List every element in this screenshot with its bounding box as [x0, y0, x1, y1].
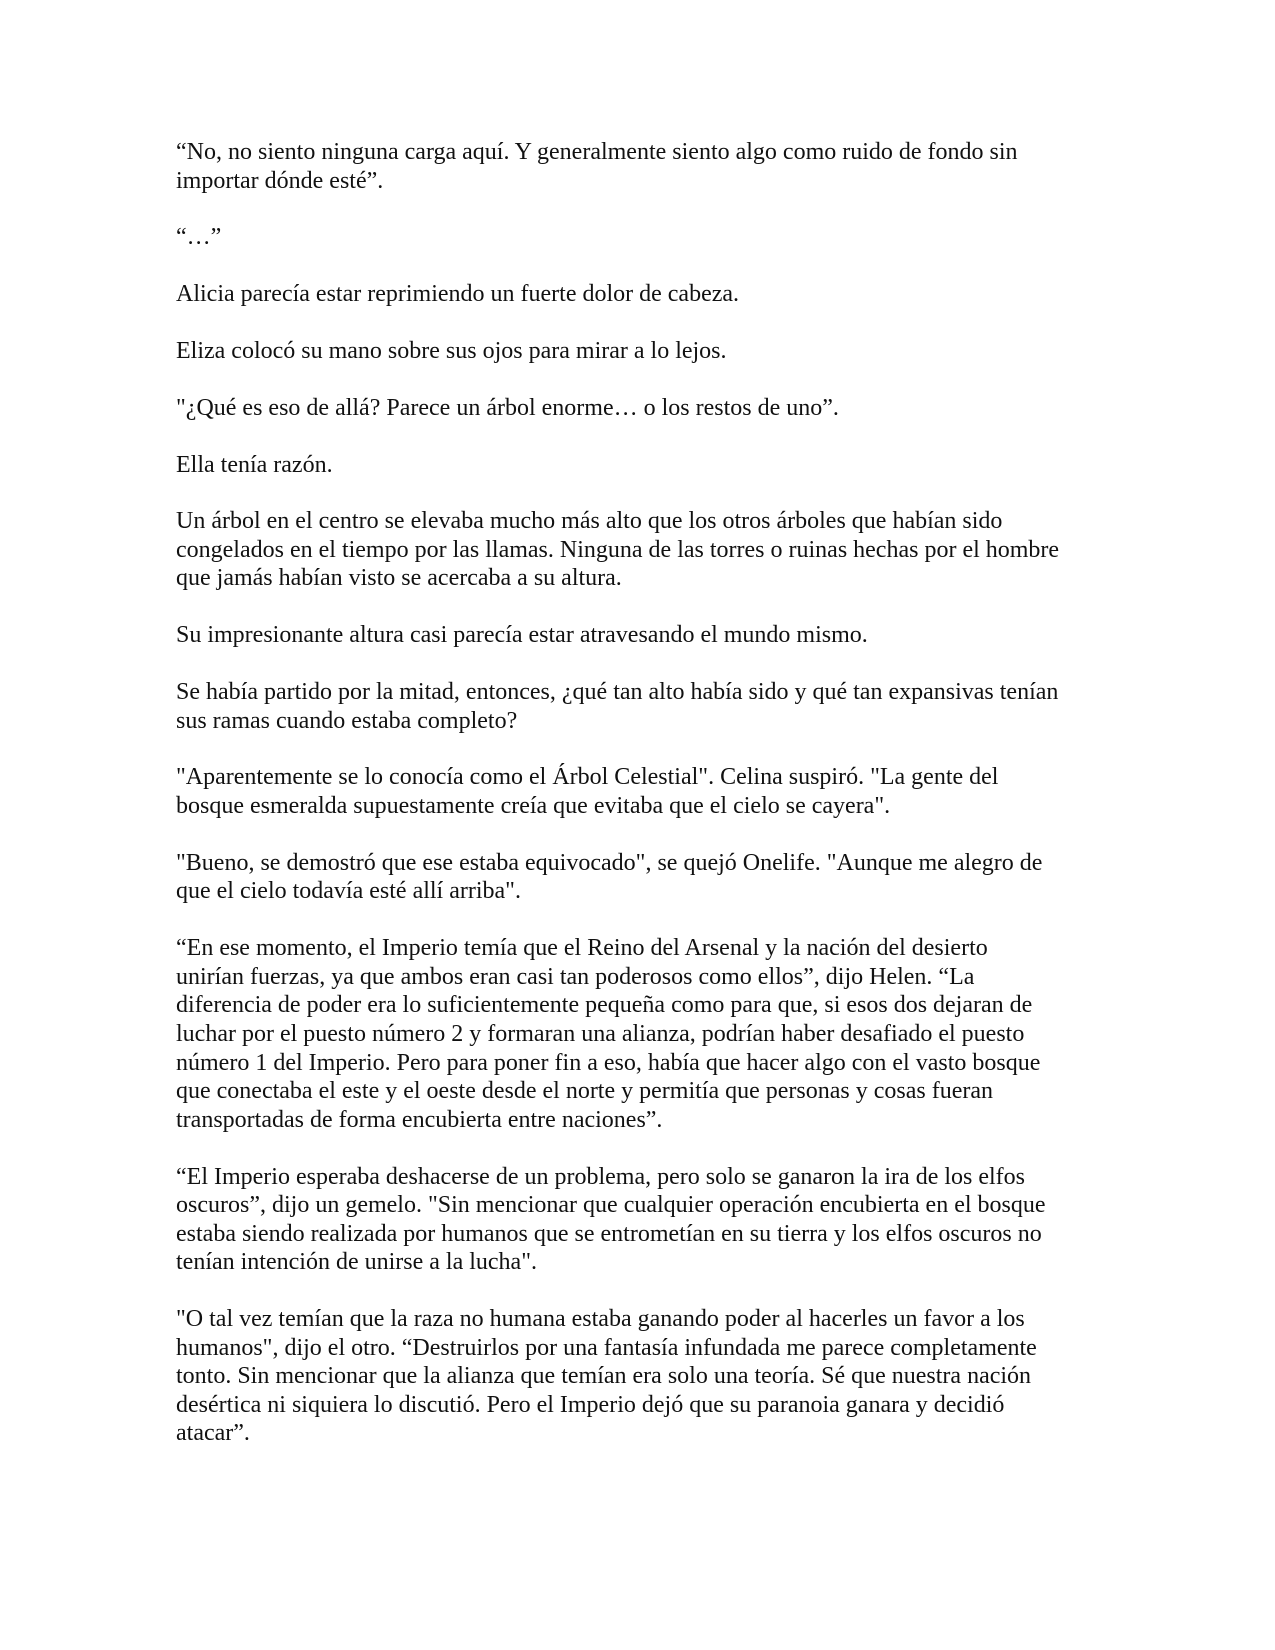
paragraph-5: "¿Qué es eso de allá? Parece un árbol enorme… o los restos de uno”.: [176, 394, 839, 421]
paragraph-3: Alicia parecía estar reprimiendo un fuerte dolor de cabeza.: [176, 281, 740, 308]
paragraph-9: Se había partido por la mitad, entonces, ¿qué tan alto había sido y qué tan expansivas tenían sus ramas cuando estaba completo?: [176, 679, 1059, 734]
paragraph-10: "Aparentemente se lo conocía como el Árbol Celestial". Celina suspiró. "La gente del bosque esmeralda supuestamente creía que evitaba que el cielo se cayera".: [176, 764, 999, 819]
paragraph-4: Eliza colocó su mano sobre sus ojos para mirar a lo lejos.: [176, 337, 727, 364]
paragraph-8: Su impresionante altura casi parecía estar atravesando el mundo mismo.: [176, 622, 868, 649]
paragraph-6: Ella tenía razón.: [176, 451, 333, 478]
paragraph-7: Un árbol en el centro se elevaba mucho más alto que los otros árboles que habían sido congelados en el tiempo por las llamas. Ninguna de las torres o ruinas hechas por el hombre que jamás habían visto se acercaba a su altura.: [176, 508, 1060, 592]
paragraph-12: “En ese momento, el Imperio temía que el Reino del Arsenal y la nación del desierto unirían fuerzas, ya que ambos eran casi tan poderosos como ellos”, dijo Helen. “La diferencia de poder era lo suficientemente pequeña como para que, si esos dos dejaran de luchar por el puesto número 2 y formaran una alianza, podrían haber desafiado el puesto número 1 del Imperio. Pero para poner fin a eso, había que hacer algo con el vasto bosque que conectaba el este y el oeste desde el norte y permitía que personas y cosas fueran transportadas de forma encubierta entre naciones”.: [176, 935, 1041, 1133]
paragraph-1: “No, no siento ninguna carga aquí. Y generalmente siento algo como ruido de fondo sin importar dónde esté”.: [176, 139, 1018, 194]
paragraph-13: “El Imperio esperaba deshacerse de un problema, pero solo se ganaron la ira de los elfos oscuros”, dijo un gemelo. "Sin mencionar que cualquier operación encubierta en el bosque estaba siendo realizada por humanos que se entrometían en su tierra y los elfos oscuros no tenían intención de unirse a la lucha".: [176, 1163, 1046, 1276]
document-page: [176, 138, 1096, 1476]
paragraph-2: “…”: [176, 224, 222, 251]
paragraph-11: "Bueno, se demostró que ese estaba equivocado", se quejó Onelife. "Aunque me alegro de que el cielo todavía esté allí arriba".: [176, 849, 1043, 905]
paragraph-14: "O tal vez temían que la raza no humana estaba ganando poder al hacerles un favor a los humanos", dijo el otro. “Destruirlos por una fantasía infundada me parece completamente tonto. Sin mencionar que la alianza que temían era solo una teoría. Sé que nuestra nación desértica ni siquiera lo discutió. Pero el Imperio dejó que su paranoia ganara y decidió atacar”.: [176, 1306, 1037, 1447]
